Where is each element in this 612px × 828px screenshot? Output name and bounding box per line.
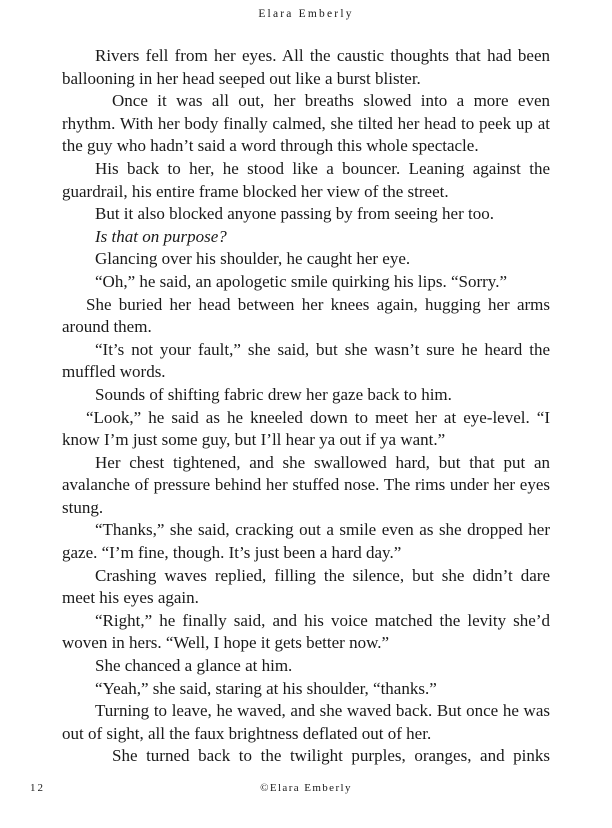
page-number: 12 [30, 782, 45, 794]
paragraph: “Oh,” he said, an apologetic smile quirking his lips. “Sorry.” [95, 271, 508, 291]
copyright-notice: ©Elara Emberly [260, 782, 352, 794]
paragraph: “It’s not your fault,” she said, but she wasn’t sure he heard the muffled words. [62, 339, 550, 382]
paragraph-continued: She turned back to the twilight purples, oranges, and pinks [112, 746, 550, 766]
body-text [62, 45, 550, 768]
running-header-author: Elara Emberly [258, 8, 354, 20]
paragraph: “Right,” he finally said, and his voice matched the levity she’d woven in hers. “Well, I hope it gets better now.” [62, 610, 550, 653]
paragraph: Crashing waves replied, filling the silence, but she didn’t dare meet his eyes again. [62, 565, 550, 608]
paragraph-italic-thought: Is that on purpose? [95, 226, 227, 246]
paragraph: She chanced a glance at him. [95, 656, 293, 676]
paragraph: Rivers fell from her eyes. All the caustic thoughts that had been ballooning in her head seeped out like a burst blister. [62, 46, 550, 88]
paragraph: “Yeah,” she said, staring at his shoulder, “thanks.” [95, 678, 437, 698]
paragraph: Glancing over his shoulder, he caught her eye. [95, 249, 411, 269]
paragraph: But it also blocked anyone passing by from seeing her too. [95, 204, 494, 224]
paragraph: “Thanks,” she said, cracking out a smile even as she dropped her gaze. “I’m fine, though. It’s just been a hard day.” [62, 520, 550, 563]
paragraph: Sounds of shifting fabric drew her gaze back to him. [95, 384, 452, 404]
paragraph: Turning to leave, he waved, and she waved back. But once he was out of sight, all the faux brightness deflated out of her. [62, 701, 550, 743]
paragraph: Her chest tightened, and she swallowed hard, but that put an avalanche of pressure behind her stuffed nose. The rims under her eyes stung. [62, 452, 550, 517]
paragraph: Once it was all out, her breaths slowed into a more even rhythm. With her body finally calmed, she tilted her head to peek up at the guy who hadn’t said a word through this whole spectacle. [62, 91, 550, 156]
paragraph: “Look,” he said as he kneeled down to meet her at eye-level. “I know I’m just some guy, but I’ll hear ya out if ya want.” [62, 407, 550, 450]
paragraph: She buried her head between her knees again, hugging her arms around them. [62, 294, 550, 337]
paragraph: His back to her, he stood like a bouncer. Leaning against the guardrail, his entire frame blocked her view of the street. [62, 158, 550, 201]
